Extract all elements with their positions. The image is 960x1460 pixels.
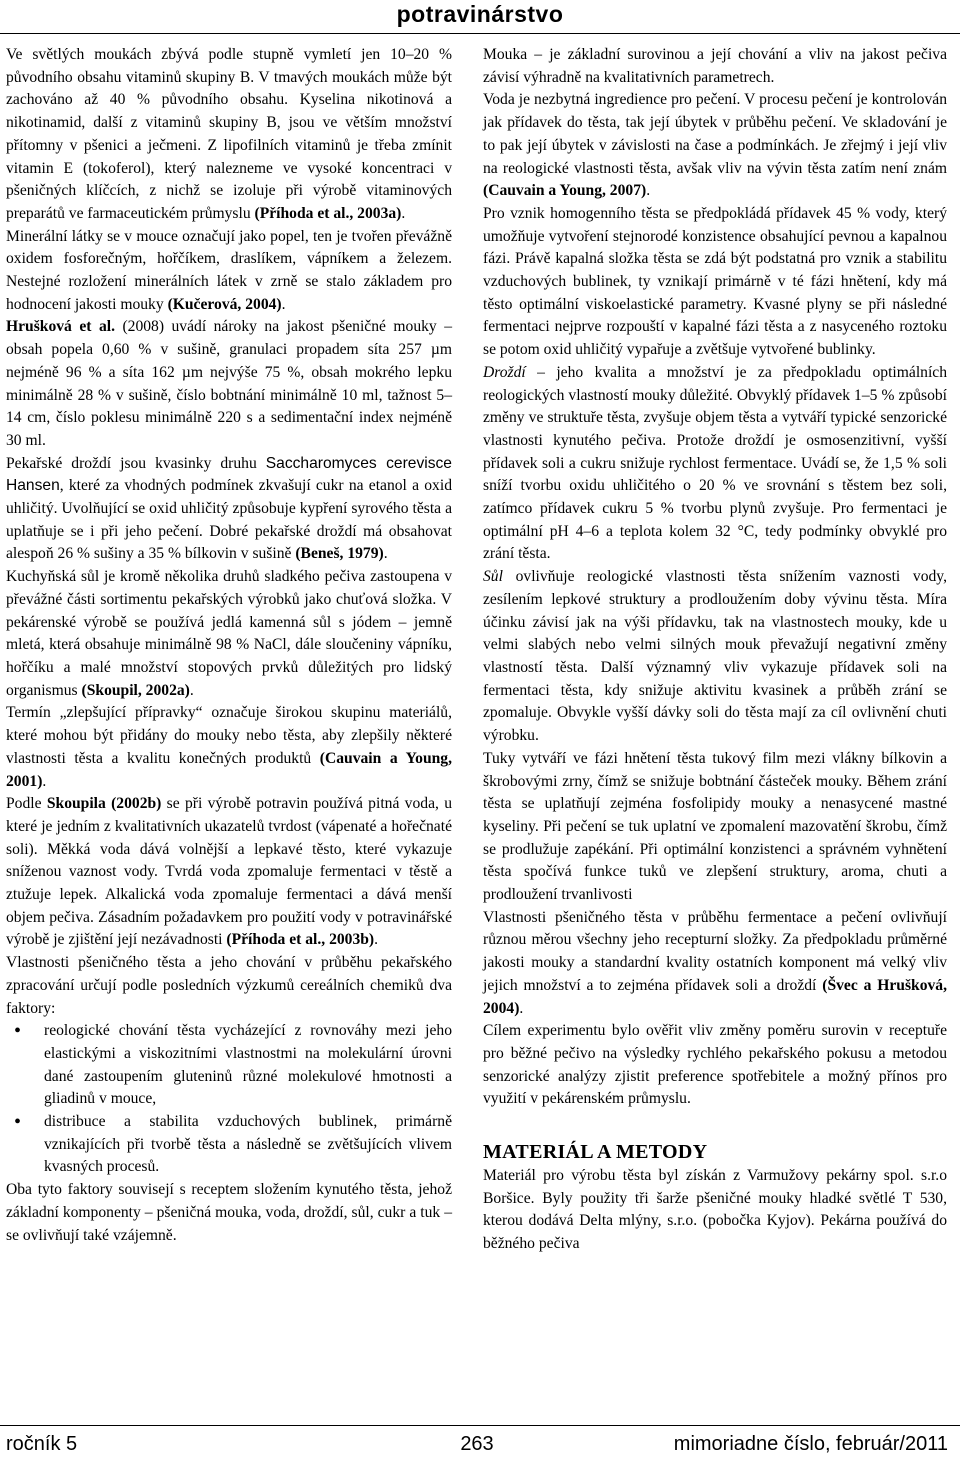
text-run: . bbox=[374, 931, 379, 949]
text-run: (2008) uvádí nároky na jakost pšeničné mouky – obsah popela 0,60 % v sušině, granulaci propadem síta 257 µm nejméně 96 % a síta 162 µm nejvýše 75 %, obsah mokrého lepku minimálně 28 % v sušině, číslo bobtnání minimálně 10 ml, tažnost 5–14 cm, číslo poklesu minimálně 220 s a sedimentační index nejméně 30 ml. bbox=[6, 318, 452, 449]
citation: (Beneš, 1979) bbox=[295, 545, 384, 563]
text-run: Tuky vytváří ve fázi hnětení těsta tukový film mezi vlákny bílkovin a škrobovými zrny, čímž se snižuje bobtnání částeček mouky. Během zrání těsta se uplatňují zejména fosfolipidy mouky a nenasycené mastné kyseliny. Při pečení se tuk uplatní ve zpomalení mazovatění škrobu, čímž se prodlužuje zapékání. Při optimální konzistenci a správném vyhnětení těsta spočívá funkce tuků ve zlepšení struktury, aroma, chuti a prodloužení trvanlivosti bbox=[483, 749, 947, 904]
text-run: se při výrobě potravin používá pitná voda, u které je jedním z kvalitativních ukazatelů tvrdost (vápenaté a hořečnaté soli). Měkká voda dává volnější a lepkavé těsto, které vykazuje sníženou vaznost vody. Tvrdá voda zpomaluje fermentaci v těstě a ztužuje lepek. Alkalická voda zpomaluje fermentaci a dává menší objem pečiva. Zásadním požadavkem pro použití vody v potravinářské výrobě je zjištění její nezávadnosti bbox=[6, 795, 453, 949]
paragraph-materials bbox=[483, 1165, 947, 1256]
journal-header: potravinárstvo bbox=[396, 1, 564, 27]
paragraph-yeast-quality bbox=[483, 362, 947, 566]
emphasis: Sůl bbox=[483, 568, 503, 586]
text-run: . bbox=[383, 545, 388, 563]
citation: Hrušková et al. bbox=[6, 318, 115, 336]
paragraph-fats bbox=[483, 748, 947, 907]
bullet-item: • distribuce a stabilita vzduchových bublinek, primárně vznikajících při tvorbě těsta a následně se zvětšujících vlivem kvasných procesů. bbox=[6, 1111, 452, 1179]
paragraph-water-baking bbox=[483, 89, 947, 203]
citation: (Příhoda et al., 2003a) bbox=[254, 204, 402, 222]
text-run: Minerální látky se v mouce označují jako popel, ten je tvořen převážně oxidem fosforečným, hořčíkem, draslíkem, vápníkem a železem. Nestejné rozložení minerálních látek v zrně se stalo základem pro hodnocení jakosti mouky bbox=[6, 227, 452, 313]
species-name: Saccharomyces cerevisce Hansen bbox=[6, 454, 452, 495]
paragraph-dough-fermentation bbox=[483, 907, 947, 1021]
left-column bbox=[6, 44, 452, 1247]
citation: (Kučerová, 2004) bbox=[167, 295, 282, 313]
text-run: Kuchyňská sůl je kromě několika druhů sladkého pečiva zastoupena v převážné části sortimentu pekařských výrobků jako chuťová složka. V pekárenské výrobě se používá jedlá kamenná sůl s jódem – jemně mletá, která obsahuje minimálně 98 % NaCl, dále sloučeniny vápníku, hořčíku a malé množství stopových prvků důležitých pro lidský organismus bbox=[6, 568, 452, 699]
text-run: – jeho kvalita a množství je za předpokladu optimálních reologických vlastností mouky důležité. Obvyklý přídavek 1–5 % způsobí změny ve struktuře těsta, zvyšuje objem těsta a vytváří typické senzorické vlastnosti kynutého pečiva. Protože droždí je osmosenzitivní, vyšší přídavek soli a cukru snižuje rychlost fermentace. Uvádí se, že 1,5 % soli sníží tvorbu oxidu uhličitého o 20 % ve srovnání s těstem bez soli, zatímco přídavek cukru 5 % tvorbu plynů zvyšuje. Pro fermentaci je optimální pH 4–6 a teplota kolem 32 °C, tedy podmínky obvyklé pro zrání těsta. bbox=[483, 363, 947, 563]
text-run: Cílem experimentu bylo ověřit vliv změny poměru surovin v receptuře pro běžné pečivo na výsledky rychlého pekařského pokusu a metodou senzorické analýzy zjistit preference spotřebitele a možný přínos pro využití v pekárenském průmyslu. bbox=[483, 1022, 947, 1108]
right-column bbox=[483, 44, 947, 1256]
text-run: . bbox=[42, 772, 47, 790]
paragraph-minerals bbox=[6, 226, 452, 317]
bullet-item: • reologické chování těsta vycházející z rovnováhy mezi jeho elastickými a viskozitními vlastnostmi na molekulární úrovni dané zastoupením gluteninů různé molekulové hmotnosti a gliadinů v mouce, bbox=[6, 1020, 452, 1111]
text-run: Termín „zlepšující přípravky“ označuje širokou skupinu materiálů, které mohou být přidány do mouky nebo těsta, aby zlepšily některé vlastnosti těsta a kvalitu konečných produktů bbox=[6, 704, 452, 767]
paragraph-vitamins bbox=[6, 44, 452, 226]
bullet-list bbox=[6, 1020, 452, 1179]
paragraph-salt-effect bbox=[483, 566, 947, 748]
text-run: . bbox=[401, 204, 406, 222]
page-footer bbox=[6, 1431, 948, 1457]
text-run: . bbox=[646, 182, 651, 200]
paragraph-dough-properties bbox=[6, 952, 452, 1020]
text-run: Pekařské droždí jsou kvasinky druhu bbox=[6, 454, 266, 472]
text-run: Vlastnosti pšeničného těsta v průběhu fermentace a pečení ovlivňují různou měrou všechny jeho recepturní složky. Za předpokladu průměrné jakosti mouky a standardní kvality ostatních komponent má velký vliv jejich množství a to zejména přídavek soli a droždí bbox=[483, 908, 947, 994]
text-run: Oba tyto faktory souvisejí s receptem složením kynutého těsta, jehož základní komponenty – pšeničná mouka, voda, droždí, sůl, cukr a tuk – se ovlivňují také vzájemně. bbox=[6, 1181, 452, 1244]
text-run: Materiál pro výrobu těsta byl získán z Varmužovy pekárny spol. s.r.o Boršice. Byly použity tři šarže pšeničné mouky hladké světlé T 530, kterou dodává Delta mlýny, s.r.o. (pobočka Kyjov). Pekárna používá do běžného pečiva bbox=[483, 1167, 947, 1253]
paragraph-homogeneous-dough bbox=[483, 203, 947, 362]
text-run: Ve světlých moukách zbývá podle stupně vymletí jen 10–20 % původního obsahu vitaminů skupiny B. V tmavých moukách může být zachováno až 40 % původního obsahu. Kyselina nikotinová a nikotinamid, další z vitaminů skupiny B, jsou ve větším množství přítomny v pšenici a ječmeni. Z lipofilních vitaminů je třeba zmínit vitamin E (tokoferol), který nalezneme ve vysoké koncentraci v pšeničných klíčcích, z nichž se izoluje při výrobě vitaminových preparátů ve farmaceutickém průmyslu bbox=[6, 46, 452, 222]
citation: (Cauvain a Young, 2001) bbox=[6, 749, 452, 790]
page-number: 263 bbox=[460, 1433, 494, 1455]
paragraph-flour bbox=[483, 44, 947, 89]
footer-issue: mimoriadne číslo, február/2011 bbox=[673, 1433, 948, 1455]
text-run: Mouka – je základní surovinou a její chování a vliv na jakost pečiva závisí výhradně na kvalitativních parametrech. bbox=[483, 46, 947, 86]
text-run: ovlivňuje reologické vlastnosti těsta snížením vaznosti vody, zesílením lepkové struktury a prodloužením doby vývinu těsta. Míra účinku závisí jak na výši přídavku, tak na vlastnostech mouky, kde u velmi slabých nebo velmi silných mouk převažují negativní změny vlastností těsta. Další významný vliv vykazuje přídavek soli na fermentaci těsta, kdy snižuje aktivitu kvasinek a průběh zrání se zpomaluje. Obvykle vyšší dávky soli do těsta mají za cíl ovlivnění chuti výrobku. bbox=[483, 568, 947, 745]
paragraph-flour-quality bbox=[6, 316, 452, 452]
paragraph-water bbox=[6, 793, 452, 952]
paragraph-salt bbox=[6, 566, 452, 702]
citation: (Cauvain a Young, 2007) bbox=[483, 182, 647, 200]
section-heading: MATERIÁL A METODY bbox=[483, 1141, 708, 1164]
header-rule bbox=[0, 33, 960, 34]
citation: (Skoupil, 2002a) bbox=[81, 681, 190, 699]
text-run: , které za vhodných podmínek zkvašují cukr na etanol a oxid uhličitý. Uvolňující se oxid uhličitý způsobuje kypření syrového těsta a uplatňuje se i při jeho pečení. Dobré pekařské droždí má obsahovat alespoň 26 % sušiny a 35 % bílkovin v sušině bbox=[6, 477, 452, 563]
text-run: Voda je nezbytná ingredience pro pečení. V procesu pečení je kontrolován jak přídavek do těsta, tak její úbytek v průběhu pečení. Ve skladování je to pak její úbytek v závislosti na čase a podmínkách. Je zřejmý i její vliv na reologické vlastnosti těsta, avšak vliv na vývin těsta zatím není znám bbox=[483, 91, 947, 177]
citation: (Švec a Hrušková, 2004) bbox=[483, 976, 947, 1017]
text-run: . bbox=[189, 681, 194, 699]
emphasis: Droždí bbox=[483, 363, 526, 381]
paragraph-improvers bbox=[6, 702, 452, 793]
footer-rule bbox=[0, 1425, 960, 1426]
footer-volume: ročník 5 bbox=[6, 1433, 78, 1455]
citation: Skoupila (2002b) bbox=[46, 795, 162, 813]
text-run: Vlastnosti pšeničného těsta a jeho chování v průběhu pekařského zpracování určují podle posledních výzkumů cereálních chemiků dva faktory: bbox=[6, 954, 452, 1017]
text-run: Pro vznik homogenního těsta se předpokládá přídavek 45 % vody, který umožňuje vytvoření stejnorodé konzistence obsahující pevnou a kapalnou fázi. Právě kapalná složka těsta se zdá být podstatná pro vznik a stabilitu vzduchových bublinek, ty vznikají primárně v té fázi hnětení, kdy má těsto optimální viskoelastické parametry. Kvasné plyny se při následné fermentaci nejprve rozpouští v kapalné fázi těsta a z nasyceného roztoku se potom oxid uhličitý vypařuje a zvětšuje vytvořené bublinky. bbox=[483, 204, 947, 359]
text-run: . bbox=[519, 999, 524, 1017]
citation: (Příhoda et al., 2003b) bbox=[226, 931, 375, 949]
text-run: Podle bbox=[6, 795, 47, 813]
paragraph-aim bbox=[483, 1020, 947, 1111]
paragraph-factors bbox=[6, 1179, 452, 1247]
paragraph-yeast bbox=[6, 453, 452, 567]
text-run: . bbox=[281, 295, 286, 313]
